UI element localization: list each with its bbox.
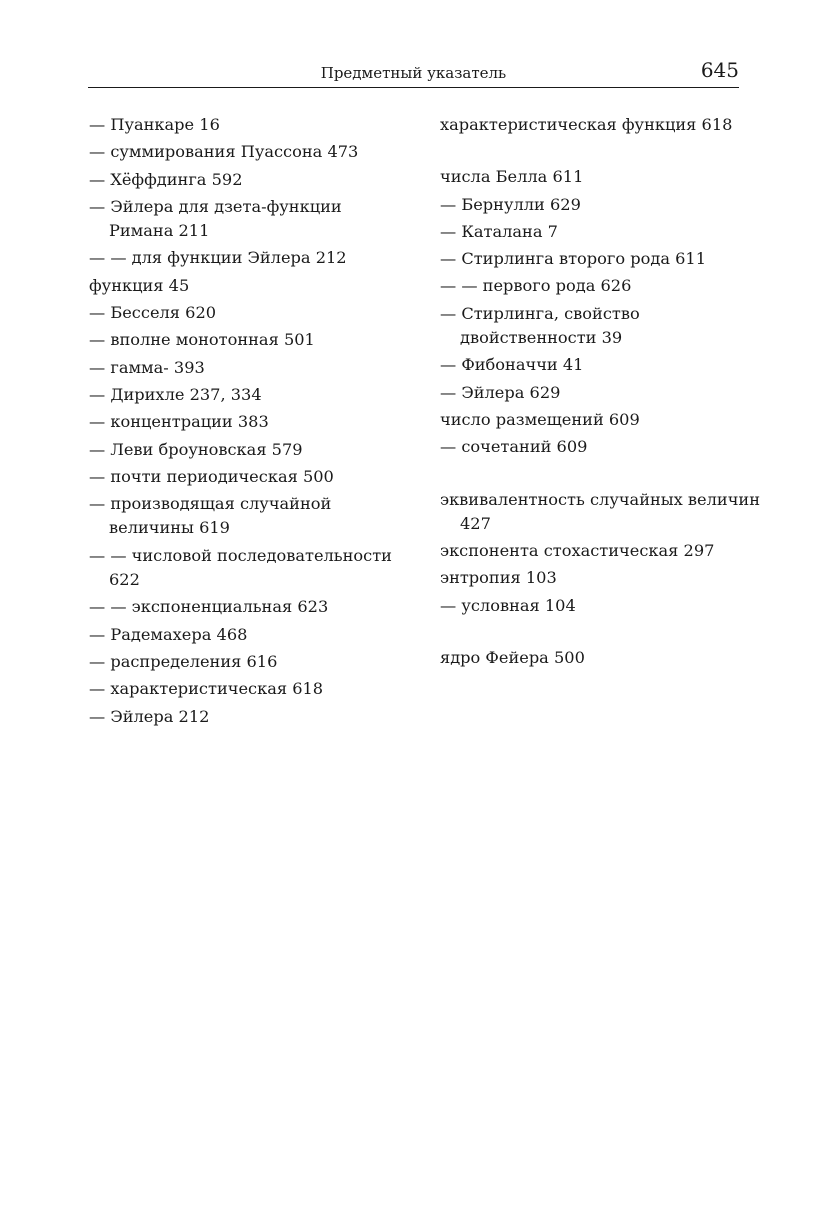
index-entry-line: — почти периодическая 500 <box>89 466 334 486</box>
index-entry-line: — Леви броуновская 579 <box>89 439 303 459</box>
index-entry-line: — — для функции Эйлера 212 <box>89 248 347 268</box>
index-entry-line: — — числовой последовательности <box>89 545 392 565</box>
index-entry-line: — концентрации 383 <box>89 412 269 432</box>
index-entry <box>440 274 740 298</box>
index-entry <box>89 246 399 270</box>
index-entry-line: — Эйлера 629 <box>440 382 561 402</box>
index-entry <box>440 165 740 189</box>
index-entry-line: — сочетаний 609 <box>440 437 588 457</box>
index-entry-line: — распределения 616 <box>89 651 278 671</box>
index-entry-line: — Хёффдинга 592 <box>89 169 243 189</box>
index-entry-line: — производящая случайной <box>89 494 332 514</box>
index-entry-line: — Бесселя 620 <box>89 303 217 323</box>
index-entry <box>89 492 399 541</box>
index-entry <box>89 301 399 325</box>
index-entry <box>440 539 740 563</box>
index-entry <box>89 383 399 407</box>
index-entry-line: — Радемахера 468 <box>89 624 248 644</box>
index-entry <box>89 140 399 164</box>
index-entry-line: — Пуанкаре 16 <box>89 115 220 134</box>
index-entry <box>440 302 740 351</box>
index-entry-line: экспонента стохастическая 297 <box>440 541 715 561</box>
index-entry <box>89 438 399 462</box>
index-entry <box>440 113 740 137</box>
index-entry-line: характеристическая функция 618 <box>440 115 733 134</box>
index-entry-line: 427 <box>460 513 491 533</box>
index-entry-line: — Каталана 7 <box>440 221 558 241</box>
index-entry <box>440 646 740 670</box>
index-entry-line: — характеристическая 618 <box>89 679 324 699</box>
index-entry <box>89 650 399 674</box>
index-entry <box>89 113 399 137</box>
index-entry <box>440 247 740 271</box>
index-entry <box>89 274 399 298</box>
index-entry-line: число размещений 609 <box>440 409 640 429</box>
index-entry <box>89 623 399 647</box>
index-entry <box>89 356 399 380</box>
index-entry-line: — гамма- 393 <box>89 357 205 377</box>
index-entry <box>440 488 760 537</box>
index-entry-line: энтропия 103 <box>440 568 557 588</box>
index-column-left <box>89 113 399 729</box>
index-entry-line: — Фибоначчи 41 <box>440 355 584 375</box>
index-entry-line: двойственности 39 <box>460 328 623 348</box>
index-entry-line: — условная 104 <box>440 595 576 615</box>
index-entry <box>89 705 399 729</box>
index-entry <box>440 566 740 590</box>
index-entry-line: Римана 211 <box>109 221 210 241</box>
index-entry <box>89 595 399 619</box>
index-entry-line: — — экспоненциальная 623 <box>89 597 329 617</box>
page-title: Предметный указатель <box>320 64 507 82</box>
index-entry-line: эквивалентность случайных величин <box>440 489 760 509</box>
index-entry <box>89 677 399 701</box>
index-entry <box>89 465 399 489</box>
index-entry <box>440 220 740 244</box>
index-entry-line: — суммирования Пуассона 473 <box>89 142 359 162</box>
index-entry <box>89 544 399 593</box>
index-entry-line: — Эйлера для дзета-функции <box>89 196 342 216</box>
index-entry <box>440 353 740 377</box>
index-entry <box>440 193 740 217</box>
index-entry <box>89 168 399 192</box>
running-head <box>88 58 739 88</box>
index-entry <box>440 408 740 432</box>
index-entry <box>89 195 399 244</box>
index-entry-line: — Бернулли 629 <box>440 194 581 214</box>
index-entry-line: — — первого рода 626 <box>440 276 632 296</box>
page-number: 645 <box>700 58 739 82</box>
index-entry-line: — Стирлинга второго рода 611 <box>440 249 707 269</box>
index-entry <box>440 381 740 405</box>
index-entry-line: ядро Фейера 500 <box>440 648 585 668</box>
index-entry <box>440 435 740 459</box>
index-entry-line: 622 <box>109 570 140 590</box>
index-entry-line: величины 619 <box>109 518 230 538</box>
index-entry <box>89 410 399 434</box>
index-entry-line: функция 45 <box>89 275 190 295</box>
index-entry <box>440 594 740 618</box>
index-column-right <box>440 113 760 670</box>
index-entry-line: — Дирихле 237, 334 <box>89 384 262 404</box>
index-entry-line: — вполне монотонная 501 <box>89 330 315 350</box>
index-entry-line: — Эйлера 212 <box>89 706 210 726</box>
index-entry-line: числа Белла 611 <box>440 167 584 187</box>
index-entry <box>89 328 399 352</box>
index-entry-line: — Стирлинга, свойство <box>440 303 640 323</box>
